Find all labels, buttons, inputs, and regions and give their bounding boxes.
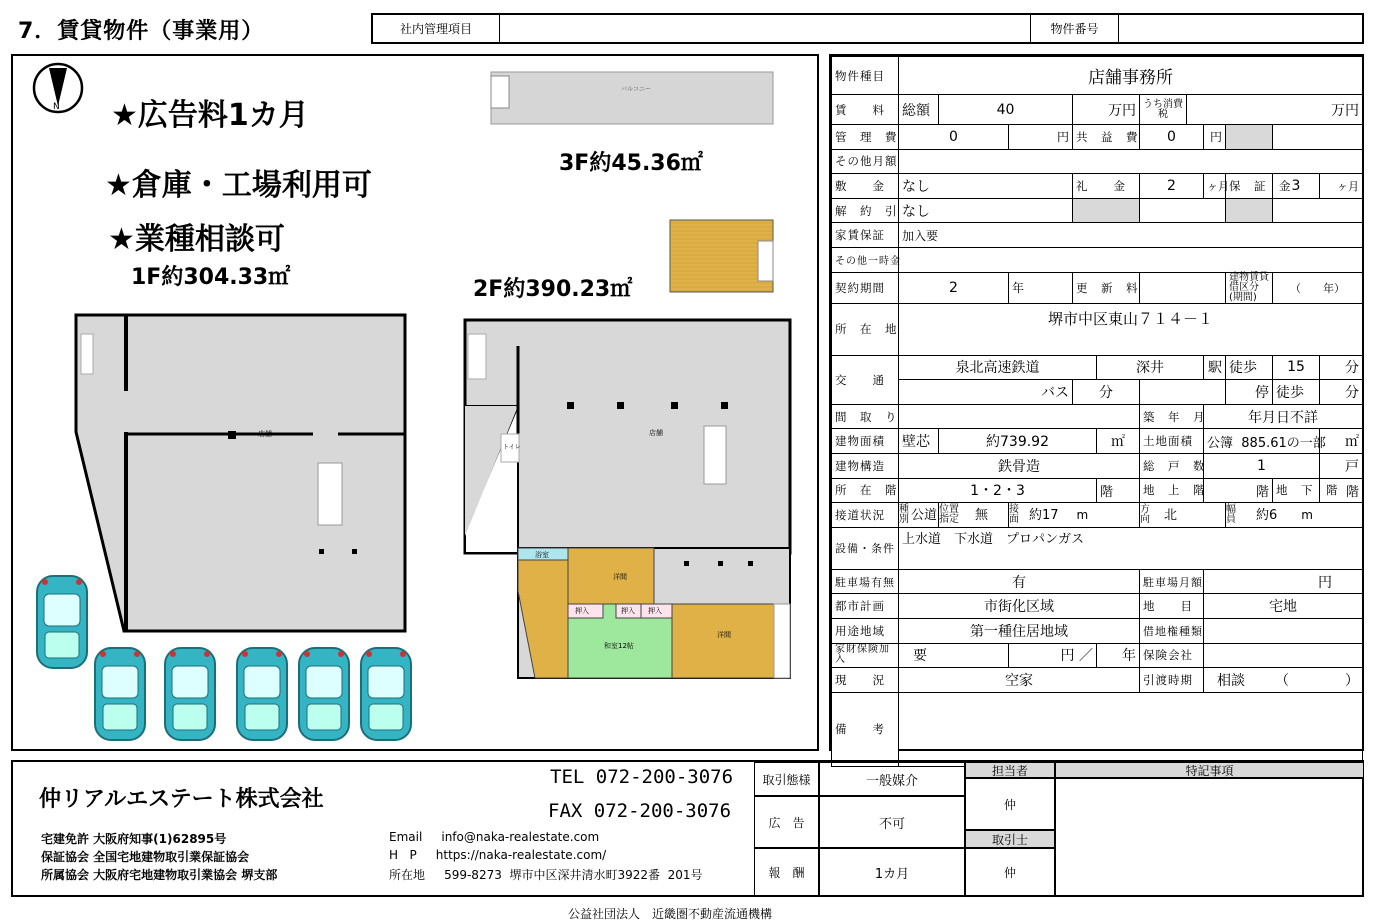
cancel-label: 解 約 引: [832, 198, 899, 223]
built-value: 年月日不詳: [1204, 404, 1363, 429]
type-value: 店舗事務所: [899, 57, 1363, 95]
insurance-value: 要: [899, 643, 1009, 668]
facilities-label: 設備・条件: [832, 527, 899, 569]
promo-business: ★業種相談可: [108, 222, 285, 257]
land-category-label: 地 目: [1140, 594, 1204, 619]
key-money-value: 2: [1140, 174, 1204, 199]
sqm-unit: ㎡: [1097, 429, 1140, 454]
parking-value: 有: [899, 569, 1140, 594]
units-label: 総 戸 数: [1140, 453, 1204, 478]
mgmt-label: 管 理 費: [832, 125, 899, 150]
parking-label: 駐車場有無: [832, 569, 899, 594]
promo-ad-fee: ★広告料1カ月: [111, 98, 309, 133]
floor3-area: 3F約45.36㎡: [559, 151, 703, 176]
term-label: 契約期間: [832, 272, 899, 303]
blank-cell: [1273, 198, 1363, 223]
homepage: H P https://naka-realestate.com/: [389, 848, 607, 862]
staff-label: 担当者: [965, 762, 1055, 778]
blank-cell: [1226, 125, 1273, 150]
term-value: 2: [899, 272, 1009, 303]
tel: TEL 072-200-3076: [550, 766, 734, 788]
leasehold-label: 借地権種類: [1140, 618, 1204, 643]
rent-value: 40: [939, 95, 1073, 125]
status-label: 現 況: [832, 668, 899, 693]
floor-area-value: 約739.92: [939, 429, 1097, 454]
sqm-unit: ㎡: [1320, 429, 1363, 454]
status-value: 空家: [899, 668, 1140, 693]
layout-label: 間 取 り: [832, 404, 899, 429]
handover-label: 引渡時期: [1140, 668, 1204, 693]
toilet-label: トイレ: [503, 444, 521, 451]
car-icon: [233, 646, 291, 742]
car-icon: [161, 646, 219, 742]
balcony-label: バルコニー: [621, 86, 652, 93]
minute-unit: 分: [1320, 355, 1363, 380]
document-title: 7．賃貸物件（事業用）: [18, 19, 265, 44]
fee-label: 報 酬: [754, 848, 819, 897]
road-kind-value: 公道: [911, 508, 938, 524]
common-label: 共 益 費: [1073, 125, 1140, 150]
handover-value: 相談: [1217, 672, 1245, 689]
tax-label: うち消費税: [1140, 95, 1187, 125]
bus-stop-name: [1140, 380, 1226, 405]
zoning-value: 第一種住居地域: [899, 618, 1140, 643]
insurance-company-value: [1204, 643, 1363, 668]
insurance-year: 年: [1097, 643, 1140, 668]
office-address: 所在地 599-8273 堺市中区深井清水町3922番 201号: [389, 868, 703, 882]
mgmt-value: 0: [899, 125, 1009, 150]
floor-plan-panel: [11, 54, 819, 751]
compass-label: N: [53, 102, 60, 112]
company-name: 仲リアルエステート株式会社: [39, 787, 324, 812]
blank-cell: [1226, 198, 1273, 223]
line-name: 泉北高速鉄道: [899, 355, 1097, 380]
internal-label: 社内管理項目: [373, 15, 500, 42]
insurance-company-label: 保険会社: [1140, 643, 1204, 668]
guarantee-assoc: 保証協会 全国宅地建物取引業保証協会: [41, 850, 250, 864]
spec-table: [831, 56, 1363, 767]
ad-value: 不可: [819, 796, 965, 848]
floor-unit: 階: [1097, 478, 1140, 503]
broker-value: 仲: [965, 848, 1055, 897]
above-ground-unit: 階: [1204, 478, 1273, 503]
promo-warehouse: ★倉庫・工場利用可: [105, 168, 372, 203]
other-monthly-label: その他月額: [832, 149, 899, 174]
road-width-value: 約6: [1256, 508, 1278, 524]
car-icon: [357, 646, 415, 742]
car-icon: [91, 646, 149, 742]
blank-cell: [1140, 198, 1226, 223]
cancel-value: なし: [899, 198, 1073, 223]
parking-fee-label: 駐車場月額: [1140, 569, 1204, 594]
insurance-label: 家財保険加入: [832, 643, 899, 668]
shop1-label: 店舗: [258, 430, 272, 438]
floor-label: 所 在 階: [832, 478, 899, 503]
western2-label: 洋間: [717, 631, 731, 639]
zoning-label: 用途地域: [832, 618, 899, 643]
station-unit: 駅: [1204, 355, 1226, 380]
bus-label: バス: [899, 380, 1073, 405]
access-label: 交 通: [832, 355, 899, 404]
notes-label: 特記事項: [1055, 762, 1364, 778]
road-frontage-label: 接面: [1009, 504, 1019, 526]
key-money-label: 礼 金: [1073, 174, 1140, 199]
renewal-label: 更 新 料: [1073, 272, 1140, 303]
city-plan-label: 都市計画: [832, 594, 899, 619]
structure-label: 建物構造: [832, 453, 899, 478]
other-once-label: その他一時金: [832, 247, 899, 272]
blank-cell: [1073, 198, 1140, 223]
remarks-value: [899, 692, 1363, 766]
internal-value: [500, 15, 1031, 42]
stop-unit: 停: [1226, 380, 1273, 405]
m-unit: m: [1301, 508, 1313, 523]
road-kind-label: 種別: [899, 504, 909, 526]
lease-type-value: （ 年）: [1273, 272, 1363, 303]
units-value: 1: [1204, 453, 1320, 478]
floor1-area: 1F約304.33㎡: [131, 265, 291, 290]
walk-label: 徒歩: [1226, 355, 1273, 380]
floor-area-prefix: 壁芯: [899, 429, 939, 454]
floor-area-label: 建物面積: [832, 429, 899, 454]
rent-guarantee-value: 加入要: [899, 223, 1363, 248]
minute-unit: 分: [1320, 380, 1363, 405]
rent-total-label: 総額: [899, 95, 939, 125]
fee-value: 1カ月: [819, 848, 965, 897]
company-footer: [11, 760, 1364, 897]
guarantee-value: 3: [1273, 174, 1320, 199]
floor-value: 1・2・3: [899, 478, 1097, 503]
land-area-label: 土地面積: [1140, 429, 1204, 454]
common-unit: 円: [1204, 125, 1226, 150]
deposit-label: 敷 金: [832, 174, 899, 199]
western1-label: 洋間: [613, 573, 627, 581]
leasehold-value: [1204, 618, 1363, 643]
source-org: 公益社団法人 近畿圏不動産流通機構: [568, 907, 773, 921]
road-pos-value: 無: [975, 508, 989, 524]
common-value: 0: [1140, 125, 1204, 150]
member-assoc: 所属協会 大阪府宅地建物取引業協会 堺支部: [41, 868, 278, 882]
insurance-yen: 円 ／: [1009, 643, 1097, 668]
other-monthly-value: [899, 149, 1363, 174]
renewal-value: [1140, 272, 1226, 303]
road-label: 接道状況: [832, 503, 899, 528]
road-frontage-value: 約17: [1029, 508, 1059, 524]
tax-unit: 万円: [1187, 95, 1363, 125]
notes-value: [1055, 778, 1364, 897]
station-name: 深井: [1097, 355, 1204, 380]
road-dir-cell: [1140, 503, 1226, 528]
staff-value: 仲: [965, 778, 1055, 830]
bus-minutes: 分: [1073, 380, 1140, 405]
road-width-cell: [1226, 503, 1363, 528]
deal-value: 一般媒介: [819, 762, 965, 796]
deposit-value: なし: [899, 174, 1073, 199]
property-no-value: [1119, 15, 1362, 42]
road-pos-cell: [939, 503, 1009, 528]
land-area-number: 885.61の一部: [1241, 435, 1326, 451]
license: 宅建免許 大阪府知事(1)62895号: [41, 832, 227, 846]
below-ground-label: 地 下 階: [1273, 478, 1320, 503]
above-ground-label: 地 上 階: [1140, 478, 1204, 503]
handover-paren: （ ）: [1275, 672, 1359, 689]
city-plan-value: 市街化区域: [899, 594, 1140, 619]
rent-label: 賃 料: [832, 95, 899, 125]
road-pos-label: 位置指定: [939, 504, 959, 526]
land-area-prefix: 公簿: [1207, 435, 1234, 451]
shop2-label: 店舗: [649, 429, 663, 437]
fax: FAX 072-200-3076: [548, 800, 732, 822]
handover-cell: [1204, 668, 1363, 693]
closet-label: 押入: [621, 607, 635, 615]
japanese-room-label: 和室12帖: [604, 642, 634, 650]
structure-value: 鉄骨造: [899, 453, 1140, 478]
closet-label: 押入: [648, 607, 662, 615]
walk-minutes: 15: [1273, 355, 1320, 380]
other-once-value: [899, 247, 1363, 272]
car-icon: [33, 574, 91, 670]
type-label: 物件種目: [832, 57, 899, 95]
units-unit: 戸: [1320, 453, 1363, 478]
walk-label: 徒歩: [1273, 380, 1320, 405]
mgmt-unit: 円: [1009, 125, 1073, 150]
months-unit: ヶ月: [1204, 174, 1226, 199]
spec-table-panel: [829, 54, 1364, 751]
term-unit: 年: [1009, 272, 1073, 303]
email: Email info@naka-realestate.com: [389, 830, 600, 844]
lease-type-label: 建物賃貸借区分(期間): [1226, 272, 1273, 303]
deal-label: 取引態様: [754, 762, 819, 796]
land-area-value: [1204, 429, 1326, 454]
road-frontage-cell: [1009, 503, 1140, 528]
below-ground-unit: 階: [1320, 478, 1363, 503]
facilities-value: 上水道 下水道 プロパンガス: [899, 527, 1363, 569]
bath-label: 浴室: [535, 551, 549, 559]
property-no-label: 物件番号: [1031, 15, 1119, 42]
layout-value: [899, 404, 1140, 429]
remarks-label: 備 考: [832, 692, 899, 766]
car-icon: [295, 646, 353, 742]
ad-label: 広 告: [754, 796, 819, 848]
header-box: [371, 13, 1364, 44]
rent-unit: 万円: [1073, 95, 1140, 125]
blank-cell: [1273, 125, 1363, 150]
address-value: 堺市中区東山７１４－１: [899, 303, 1363, 355]
broker-label: 取引士: [965, 830, 1055, 848]
guarantee-label: 保 証 金: [1226, 174, 1273, 199]
m-unit: m: [1076, 508, 1089, 523]
built-label: 築 年 月: [1140, 404, 1204, 429]
floor2-area: 2F約390.23㎡: [473, 277, 633, 302]
yen-unit: 円: [1204, 569, 1363, 594]
road-dir-value: 北: [1164, 508, 1178, 524]
land-category-value: 宅地: [1204, 594, 1363, 619]
closet-label: 押入: [575, 607, 589, 615]
address-label: 所 在 地: [832, 303, 899, 355]
months-unit: ヶ月: [1320, 174, 1363, 199]
road-kind-cell: [899, 503, 939, 528]
rent-guarantee-label: 家賃保証: [832, 223, 899, 248]
road-dir-label: 方向: [1140, 504, 1150, 526]
road-width-label: 幅員: [1226, 504, 1236, 526]
